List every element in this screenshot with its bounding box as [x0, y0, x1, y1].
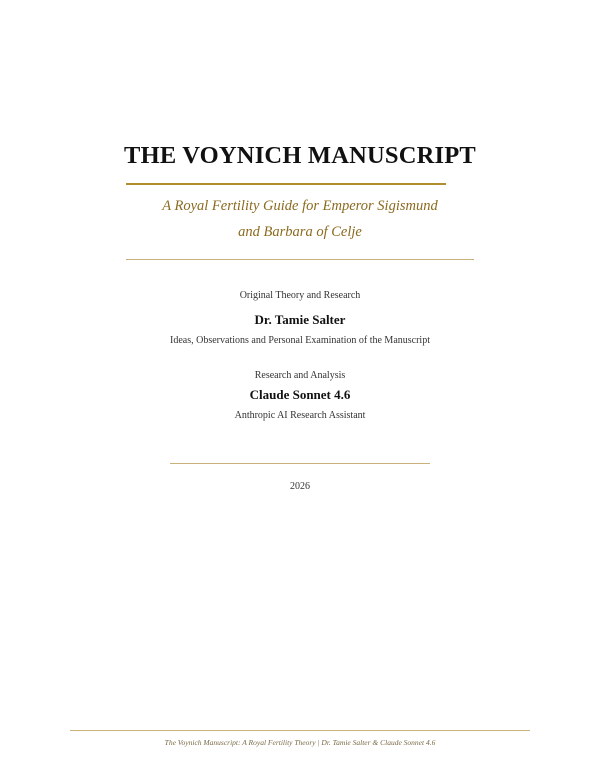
document-title: THE VOYNICH MANUSCRIPT [124, 142, 476, 169]
subtitle-divider [126, 259, 474, 260]
publication-year: 2026 [290, 481, 310, 492]
year-divider [170, 463, 430, 464]
contributor-name: Claude Sonnet 4.6 [249, 387, 351, 402]
contributor-description: Ideas, Observations and Personal Examination of the Manuscript [170, 335, 430, 346]
title-underline [126, 183, 446, 185]
footer-divider [70, 730, 530, 731]
page-footer: The Voynich Manuscript: A Royal Fertility Theory | Dr. Tamie Salter & Claude Sonnet 4.6 [164, 738, 436, 747]
subtitle-line-2: and Barbara of Celje [238, 224, 362, 240]
contributor-role: Original Theory and Research [239, 290, 361, 301]
contributor-name: Dr. Tamie Salter [254, 312, 346, 327]
contributor-description: Anthropic AI Research Assistant [234, 410, 366, 421]
contributor-role: Research and Analysis [254, 370, 346, 381]
subtitle-line-1: A Royal Fertility Guide for Emperor Sigismund [162, 198, 438, 214]
